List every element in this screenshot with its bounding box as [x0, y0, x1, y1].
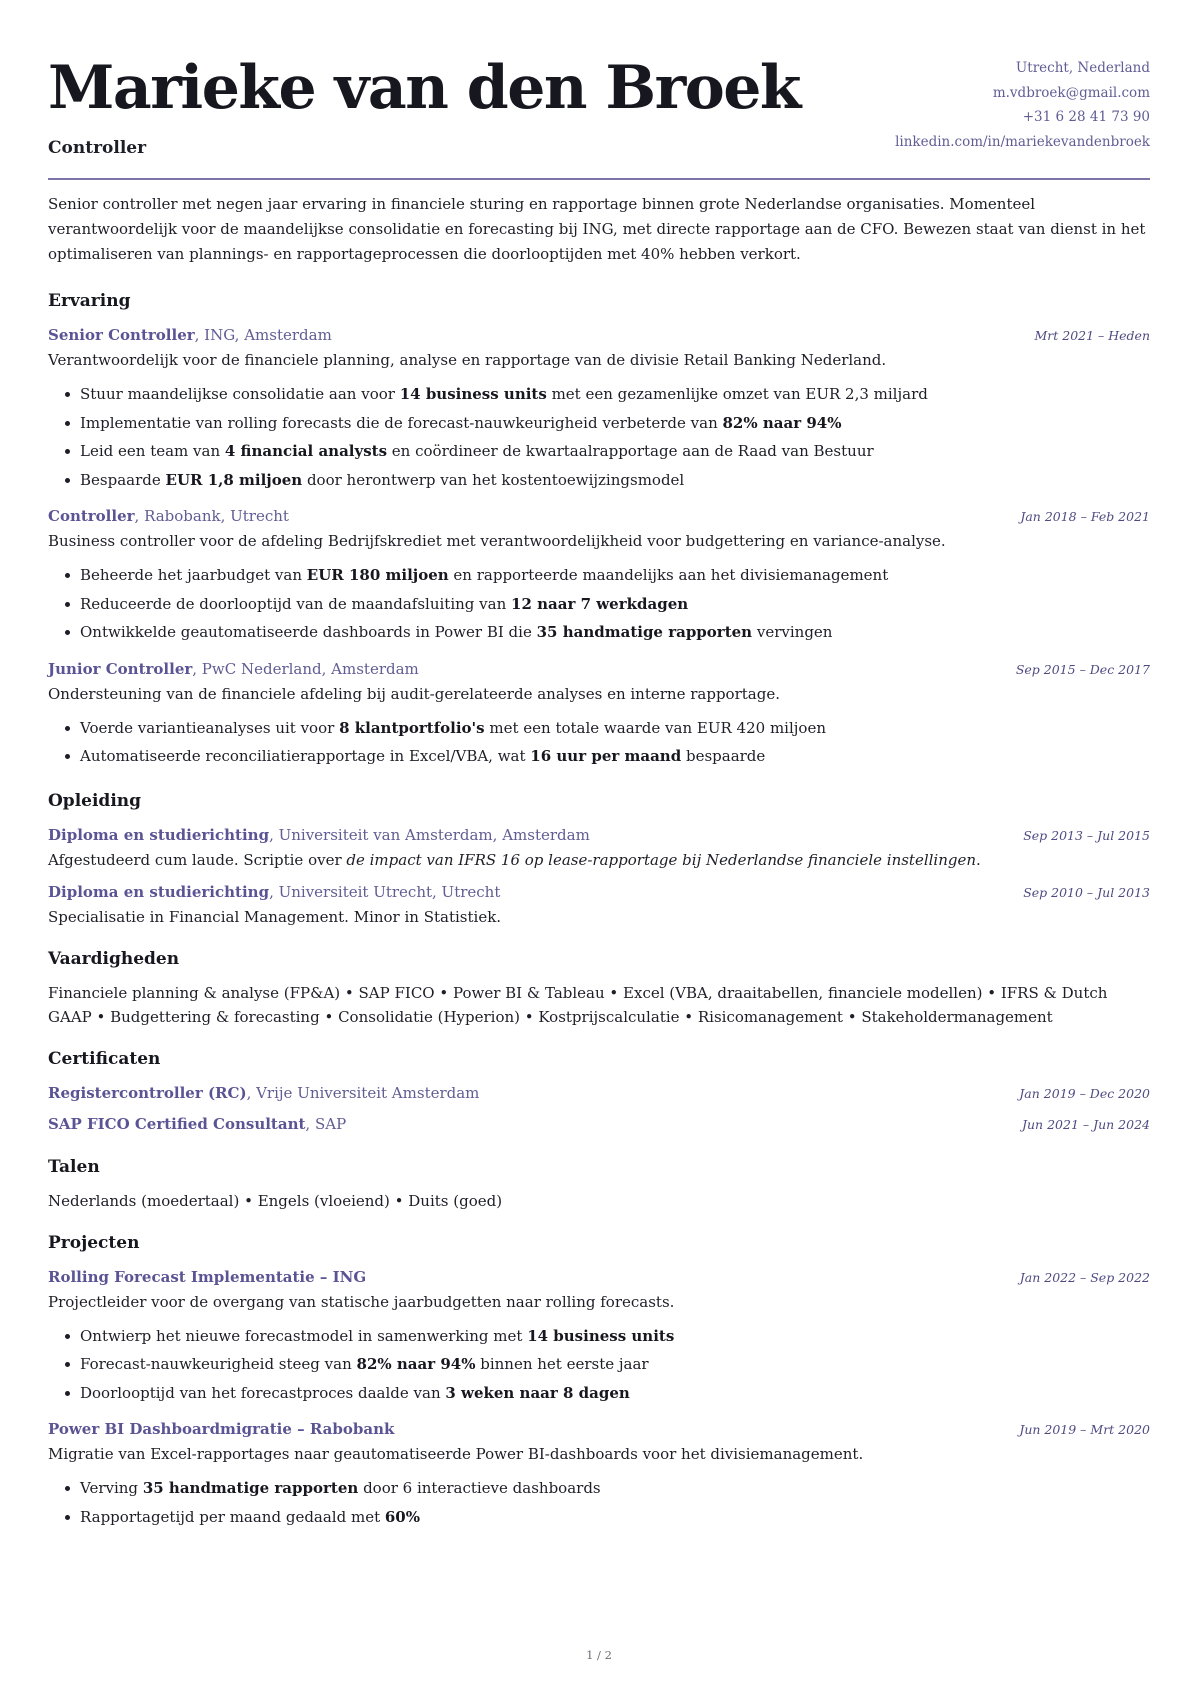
page-number: 1 / 2 — [586, 1648, 612, 1662]
projects-heading: Projecten — [48, 1232, 140, 1253]
entry-date: Jun 2021 – Jun 2024 — [1022, 1116, 1150, 1132]
entry-org: , Universiteit Utrecht, Utrecht — [269, 882, 501, 901]
bullet-item: Forecast-nauwkeurigheid steeg van 82% naar 94% binnen het eerste jaar — [80, 1350, 1150, 1379]
entry-date: Sep 2015 – Dec 2017 — [1015, 661, 1150, 677]
entry-description: Verantwoordelijk voor de financiele planning, analyse en rapportage van de divisie Retail Banking Nederland. — [48, 351, 887, 369]
languages-heading: Talen — [48, 1156, 100, 1177]
education-entry — [48, 823, 1150, 872]
education-section — [48, 789, 1150, 929]
experience-section — [48, 289, 1150, 771]
experience-entry — [48, 323, 1150, 494]
languages-section — [48, 1155, 1150, 1213]
entry-header — [48, 323, 1150, 348]
entry-description: Migratie van Excel-rapportages naar geautomatiseerde Power BI-dashboards voor het divisiemanagement. — [48, 1445, 864, 1463]
entry-org: , PwC Nederland, Amsterdam — [192, 659, 419, 678]
bullet-list — [48, 714, 1150, 771]
education-heading: Opleiding — [48, 790, 142, 811]
entry-date: Jan 2018 – Feb 2021 — [1020, 509, 1150, 524]
skills-list: Financiele planning & analyse (FP&A) • SAP FICO • Power BI & Tableau • Excel (VBA, draaitabellen, financiele modellen) • IFRS & Dutch GAAP • Budgettering & forecasting • Consolidatie (Hyperion) • Kostprijscalculatie • Risicomanagement • Stakeholdermanagement — [48, 983, 1108, 1026]
contact-location: Utrecht, Nederland — [1015, 60, 1150, 76]
contact-phone[interactable]: +31 6 28 41 73 90 — [1022, 109, 1150, 125]
entry-title: Rolling Forecast Implementatie – ING — [48, 1267, 367, 1286]
entry-header — [48, 823, 1150, 848]
entry-title: Registercontroller (RC) — [48, 1083, 247, 1102]
bullet-item: Ontwierp het nieuwe forecastmodel in samenwerking met 14 business units — [80, 1322, 1150, 1351]
bullet-item: Rapportagetijd per maand gedaald met 60% — [80, 1503, 1150, 1532]
languages-list: Nederlands (moedertaal) • Engels (vloeiend) • Duits (goed) — [48, 1191, 503, 1210]
entry-header — [48, 657, 1150, 682]
contact-linkedin[interactable]: linkedin.com/in/mariekevandenbroek — [895, 133, 1150, 150]
entry-description: Ondersteuning van de financiele afdeling bij audit-gerelateerde analyses en interne rapportage. — [48, 684, 780, 703]
education-entry — [48, 880, 1150, 929]
entry-header — [48, 880, 1150, 905]
header-divider — [48, 178, 1150, 180]
bullet-item: Implementatie van rolling forecasts die de forecast-nauwkeurigheid verbeterde van 82% naar 94% — [80, 409, 1150, 438]
certificates-section — [48, 1047, 1150, 1137]
resume-page — [48, 0, 1150, 1683]
experience-entry — [48, 504, 1150, 647]
bullet-item: Bespaarde EUR 1,8 miljoen door herontwerp van het kostentoewijzingsmodel — [80, 466, 1150, 495]
bullet-list — [48, 1474, 1150, 1531]
projects-section — [48, 1231, 1150, 1532]
entry-org: , ING, Amsterdam — [194, 326, 332, 344]
entry-title: Senior Controller — [48, 326, 195, 344]
entry-title: SAP FICO Certified Consultant — [48, 1114, 306, 1133]
bullet-item: Verving 35 handmatige rapporten door 6 interactieve dashboards — [80, 1474, 1150, 1503]
entry-description: Specialisatie in Financial Management. Minor in Statistiek. — [48, 907, 502, 926]
bullet-list — [48, 561, 1150, 647]
entry-description: Business controller voor de afdeling Bedrijfskrediet met verantwoordelijkheid voor budgettering en variance-analyse. — [48, 532, 946, 550]
entry-date: Jan 2019 – Dec 2020 — [1019, 1085, 1150, 1101]
bullet-list — [48, 1322, 1150, 1408]
bullet-item: Ontwikkelde geautomatiseerde dashboards in Power BI die 35 handmatige rapporten vervingen — [80, 618, 1150, 647]
entry-description: Projectleider voor de overgang van statische jaarbudgetten naar rolling forecasts. — [48, 1292, 675, 1311]
entry-title: Junior Controller — [48, 659, 193, 678]
skills-heading: Vaardigheden — [48, 948, 180, 969]
resume-body — [48, 192, 1150, 1549]
bullet-item: Stuur maandelijkse consolidatie aan voor 14 business units met een gezamenlijke omzet van EUR 2,3 miljard — [80, 380, 1150, 409]
skills-section — [48, 947, 1150, 1029]
experience-heading: Ervaring — [48, 291, 131, 311]
candidate-name: Marieke van den Broek — [48, 53, 800, 123]
bullet-item: Automatiseerde reconciliatierapportage in Excel/VBA, wat 16 uur per maand bespaarde — [80, 742, 1150, 771]
entry-date: Jan 2022 – Sep 2022 — [1019, 1269, 1150, 1285]
entry-header — [48, 504, 1150, 529]
entry-header — [48, 1417, 1150, 1442]
bullet-list — [48, 380, 1150, 494]
summary-text: Senior controller met negen jaar ervaring in financiele sturing en rapportage binnen grote Nederlandse organisaties. Momenteel verantwoordelijk voor de maandelijkse consolidatie en forecasting bij ING, met directe rapportage aan de CFO. Bewezen staat van dienst in het optimaliseren van plannings- en rapportageprocessen die doorlooptijden met 40% hebben verkort. — [48, 195, 1146, 263]
bullet-item: Doorlooptijd van het forecastproces daalde van 3 weken naar 8 dagen — [80, 1379, 1150, 1408]
entry-org: , Rabobank, Utrecht — [134, 507, 289, 525]
project-entry — [48, 1265, 1150, 1408]
bullet-item: Beheerde het jaarbudget van EUR 180 miljoen en rapporteerde maandelijks aan het divisiemanagement — [80, 561, 1150, 590]
certificates-heading: Certificaten — [48, 1048, 161, 1069]
entry-date: Sep 2010 – Jul 2013 — [1023, 884, 1150, 900]
certificate-entry — [48, 1081, 1150, 1106]
entry-header — [48, 1265, 1150, 1290]
bullet-item: Voerde variantieanalyses uit voor 8 klantportfolio's met een totale waarde van EUR 420 miljoen — [80, 714, 1150, 743]
job-role: Controller — [48, 138, 147, 158]
entry-date: Jun 2019 – Mrt 2020 — [1019, 1422, 1150, 1437]
entry-org: , Vrije Universiteit Amsterdam — [246, 1083, 480, 1102]
experience-entry — [48, 657, 1150, 771]
entry-org: , Universiteit van Amsterdam, Amsterdam — [269, 825, 590, 844]
entry-org: , SAP — [305, 1114, 347, 1133]
entry-description: Afgestudeerd cum laude. Scriptie over de impact van IFRS 16 op lease-rapportage bij Nederlandse financiele instellingen. — [48, 850, 981, 869]
entry-title: Controller — [48, 507, 135, 525]
entry-date: Mrt 2021 – Heden — [1034, 328, 1150, 343]
certificate-entry — [48, 1112, 1150, 1137]
contact-block — [895, 56, 1150, 154]
entry-date: Sep 2013 – Jul 2015 — [1023, 827, 1150, 843]
entry-title: Diploma en studierichting — [48, 882, 270, 901]
project-entry — [48, 1417, 1150, 1531]
bullet-item: Leid een team van 4 financial analysts en coördineer de kwartaalrapportage aan de Raad van Bestuur — [80, 437, 1150, 466]
entry-title: Diploma en studierichting — [48, 825, 270, 844]
bullet-item: Reduceerde de doorlooptijd van de maandafsluiting van 12 naar 7 werkdagen — [80, 590, 1150, 619]
entry-title: Power BI Dashboardmigratie – Rabobank — [48, 1420, 395, 1438]
contact-email[interactable]: m.vdbroek@gmail.com — [992, 84, 1150, 101]
